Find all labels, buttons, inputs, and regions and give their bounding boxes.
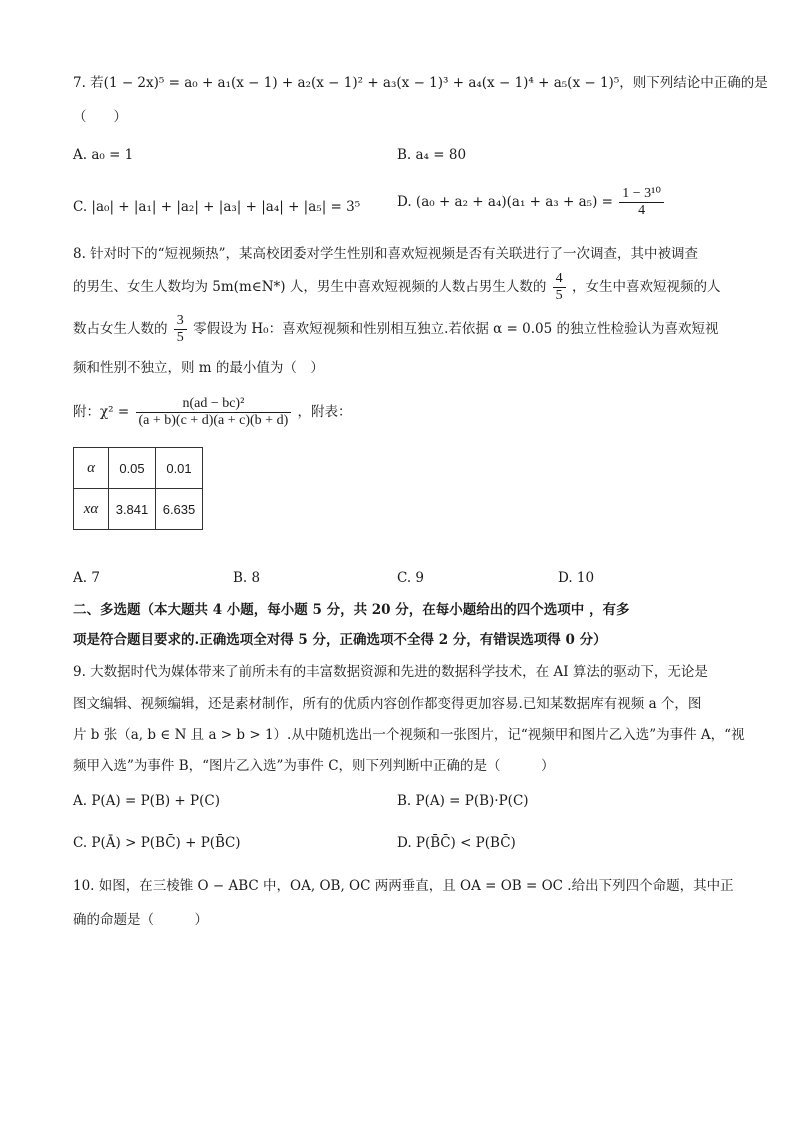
- q8-formula-prefix: 附：χ² =: [73, 404, 130, 420]
- q7-paren: （ ）: [73, 109, 127, 125]
- q8-fraction-male-num: 4: [553, 271, 566, 288]
- q9-line4: 频甲入选”为事件 B，“图片乙入选”为事件 C，则下列判断中正确的是（ ）: [73, 758, 555, 774]
- table-cell: 3.841: [109, 489, 156, 530]
- q8-fraction-female: [174, 313, 187, 346]
- q7-option-b: B. a₄ = 80: [397, 147, 467, 163]
- table-cell: 0.05: [109, 448, 156, 489]
- q9-option-c: C. P(Ā) > P(BC̄) + P(B̄C): [73, 835, 241, 851]
- q7-option-d-numerator: 1 − 3¹⁰: [619, 186, 664, 203]
- q8-fraction-female-den: 5: [176, 330, 184, 345]
- q8-fraction-male-den: 5: [555, 288, 563, 303]
- q8-option-c: C. 9: [397, 570, 425, 586]
- q8-line3-a: 数占女生人数的: [73, 321, 168, 337]
- section2-heading-line2: 项是符合题目要求的.正确选项全对得 5 分，正确选项不全得 2 分，有错误选项得 0 分）: [73, 632, 607, 648]
- q8-formula-denominator: (a + b)(c + d)(a + c)(b + d): [138, 413, 289, 428]
- q8-formula-fraction: [136, 396, 292, 429]
- q7-option-a: A. a₀ = 1: [73, 147, 134, 163]
- table-cell-x-alpha: xα: [74, 489, 109, 530]
- q7-option-d-denominator: 4: [638, 203, 646, 218]
- table-cell: 0.01: [156, 448, 203, 489]
- q8-line2: [73, 271, 720, 304]
- q9-line2: 图文编辑、视频编辑，还是素材制作，所有的优质内容创作都变得更加容易.已知某数据库有视频 a 个，图: [73, 696, 702, 712]
- q7-stem: 7. 若(1 − 2x)⁵ = a₀ + a₁(x − 1) + a₂(x − 1)² + a₃(x − 1)³ + a₄(x − 1)⁴ + a₅(x − 1)⁵，则下列结论中正确的是: [73, 75, 768, 91]
- q7-option-d: [397, 186, 666, 219]
- q8-option-b: B. 8: [233, 570, 261, 586]
- table-row: [74, 448, 203, 489]
- q10-line2: 确的命题是（ ）: [73, 912, 208, 928]
- critical-value-table: [73, 447, 203, 530]
- q8-line2-a: 的男生、女生人数均为 5m(m∈N*) 人，男生中喜欢短视频的人数占男生人数的: [73, 279, 547, 295]
- q8-option-d: D. 10: [558, 570, 595, 586]
- q9-option-b: B. P(A) = P(B)·P(C): [397, 793, 529, 809]
- q8-formula-suffix: ，附表：: [297, 404, 352, 420]
- q9-line3: 片 b 张（a, b ∈ N 且 a > b > 1）.从中随机选出一个视频和一张图片，记“视频甲和图片乙入选”为事件 A，“视: [73, 727, 745, 743]
- q7-option-c: C. |a₀| + |a₁| + |a₂| + |a₃| + |a₄| + |a₅| = 3⁵: [73, 199, 361, 215]
- q8-line3: [73, 313, 719, 346]
- q8-fraction-male: [553, 271, 566, 304]
- q9-option-d: D. P(B̄C̄) < P(BC̄): [397, 835, 516, 851]
- q8-fraction-female-num: 3: [174, 313, 187, 330]
- table-cell-alpha: α: [74, 448, 109, 489]
- q7-option-d-fraction: [619, 186, 664, 219]
- table-cell: 6.635: [156, 489, 203, 530]
- q8-line1: 8. 针对时下的“短视频热”，某高校团委对学生性别和喜欢短视频是否有关联进行了一次调查，其中被调查: [73, 246, 698, 262]
- table-row: [74, 489, 203, 530]
- q10-line1: 10. 如图，在三棱锥 O − ABC 中，OA, OB, OC 两两垂直，且 OA = OB = OC .给出下列四个命题，其中正: [73, 878, 734, 894]
- q9-option-a: A. P(A) = P(B) + P(C): [73, 793, 220, 809]
- q8-line2-b: ，女生中喜欢短视频的人: [571, 279, 721, 295]
- q8-option-a: A. 7: [73, 570, 100, 586]
- q8-line4: 频和性别不独立，则 m 的最小值为（ ）: [73, 360, 324, 376]
- q7-option-d-prefix: D. (a₀ + a₂ + a₄)(a₁ + a₃ + a₅) =: [397, 194, 613, 210]
- q8-formula: [73, 396, 352, 429]
- section2-heading-line1: 二、多选题（本大题共 4 小题，每小题 5 分，共 20 分，在每小题给出的四个选项中 ，有多: [73, 602, 630, 618]
- q9-line1: 9. 大数据时代为媒体带来了前所未有的丰富数据资源和先进的数据科学技术，在 AI 算法的驱动下，无论是: [73, 664, 708, 680]
- q8-line3-b: 零假设为 H₀：喜欢短视频和性别相互独立.若依据 α = 0.05 的独立性检验认为喜欢短视: [193, 321, 719, 337]
- q8-formula-numerator: n(ad − bc)²: [136, 396, 292, 413]
